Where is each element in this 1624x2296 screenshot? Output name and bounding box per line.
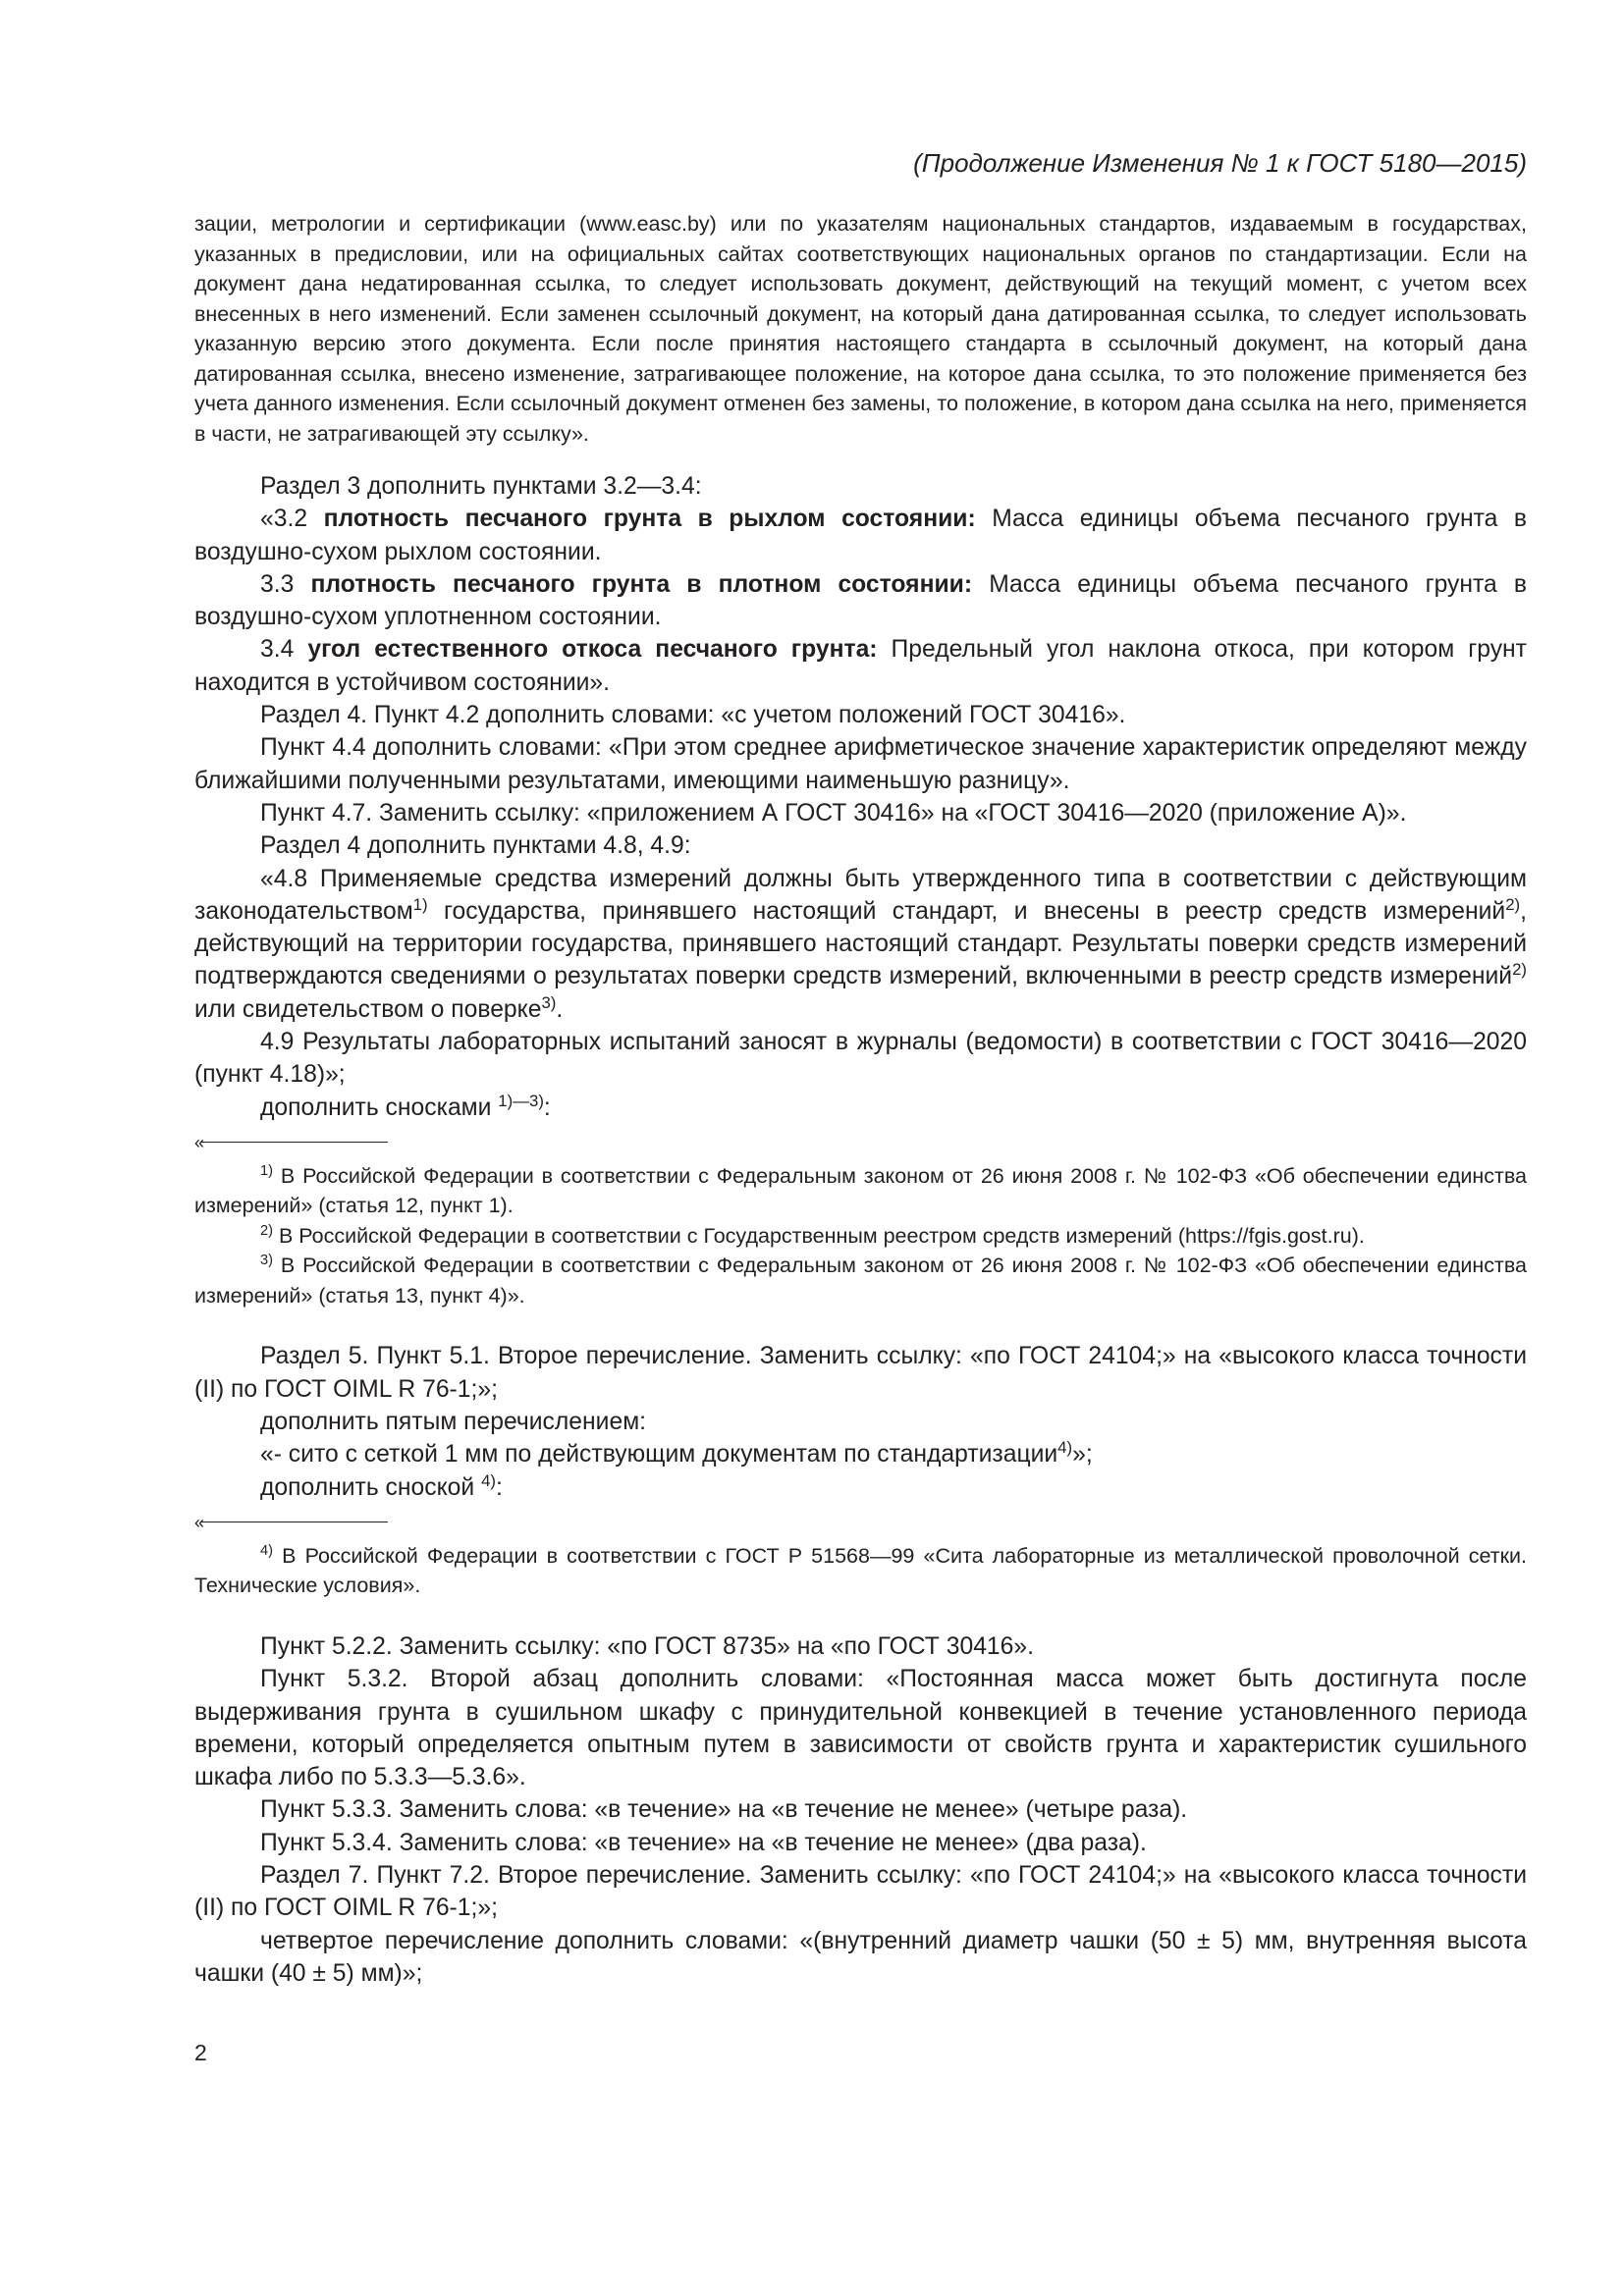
footnote-separator: «	[194, 1522, 1527, 1535]
amendment-block-2	[194, 1340, 1527, 1503]
footnote-2: $^{2)}$ В Российской Федерации в соответствии с Государственным реестром средств измерений (https://fgis.gost.ru).	[260, 1222, 1365, 1248]
term-3-4: 3.4 угол естественного откоса песчаного грунта: Предельный угол наклона откоса, при котором грунт находится в устойчивом состоянии».	[194, 636, 1527, 696]
term-3-2-title: плотность песчаного грунта в рыхлом состоянии:	[323, 506, 976, 533]
paragraph-5-3-2: Пункт 5.3.2. Второй абзац дополнить словами: «Постоянная масса может быть достигнута после выдерживания грунта в сушильном шкафу с принудительной конвекцией в течение установленного периода времени, который определяется опытным путем в зависимости от свойств грунта и характеристик сушильного шкафа либо по 5.3.3—5.3.6».	[194, 1666, 1527, 1791]
page-number: 2	[194, 2040, 207, 2065]
footnote-ref-3: 3)	[541, 992, 557, 1012]
footnote-1: $^{1)}$ В Российской Федерации в соответствии с Федеральным законом от 26 июня 2008 г. № 102-ФЗ «Об обеспечении единства измерений» (статья 12, пункт 1).	[194, 1162, 1527, 1218]
paragraph-fourth-item: четвертое перечисление дополнить словами: «(внутренний диаметр чашки (50 ± 5) мм, внутренняя высота чашки (40 ± 5) мм)»;	[194, 1927, 1527, 1987]
paragraph-section-5: Раздел 5. Пункт 5.1. Второе перечисление. Заменить ссылку: «по ГОСТ 24104;» на «высокого класса точности (II) по ГОСТ OIML R 76-1;»;	[194, 1343, 1527, 1403]
paragraph-4-4: Пункт 4.4 дополнить словами: «При этом среднее арифметическое значение характеристик определяют между ближайшими полученными результатами, имеющими наименьшую разницу».	[194, 734, 1527, 794]
paragraph-sieve: «- сито с сеткой 1 мм по действующим документам по стандартизации$^{4)}$»;	[260, 1438, 1093, 1468]
footnote-ref-2: 2)	[1512, 960, 1527, 980]
footnote-separator: «	[194, 1142, 1527, 1155]
term-3-3-title: плотность песчаного грунта в плотном состоянии:	[310, 570, 973, 598]
paragraph-add-footnote-4: дополнить сноской $^{4)}$:	[260, 1470, 503, 1501]
footnote-3: $^{3)}$ В Российской Федерации в соответствии с Федеральным законом от 26 июня 2008 г. № 102-ФЗ «Об обеспечении единства измерений» (статья 13, пункт 4)».	[194, 1253, 1527, 1308]
term-3-3: 3.3 плотность песчаного грунта в плотном состоянии: Масса единицы объема песчаного грунта в воздушно-сухом уплотненном состоянии.	[194, 570, 1528, 631]
term-3-2: «3.2 плотность песчаного грунта в рыхлом состоянии: Масса единицы объема песчаного грунта в воздушно-сухом рыхлом состоянии.	[194, 506, 1527, 565]
footnote-ref-2: 2)	[1505, 894, 1521, 914]
paragraph-4-9: 4.9 Результаты лабораторных испытаний заносят в журналы (ведомости) в соответствии с ГОСТ 30416—2020 (пункт 4.18)»;	[194, 1029, 1527, 1089]
page-content	[194, 209, 1527, 1990]
footnote-ref-1: 1)	[412, 894, 428, 914]
footnotes-block-1	[194, 1132, 1527, 1311]
paragraph-5-3-4: Пункт 5.3.4. Заменить слова: «в течение» на «в течение не менее» (два раза).	[260, 1829, 1147, 1856]
amendment-block-3	[194, 1630, 1527, 1990]
paragraph-add-footnotes: дополнить сносками $^{1)—3)}$:	[260, 1091, 551, 1121]
paragraph-5-2-2: Пункт 5.2.2. Заменить ссылку: «по ГОСТ 8735» на «по ГОСТ 30416».	[260, 1632, 1034, 1660]
footnotes-block-2	[194, 1512, 1527, 1601]
paragraph-section-4-2: Раздел 4. Пункт 4.2 дополнить словами: «с учетом положений ГОСТ 30416».	[260, 702, 1126, 729]
intro-paragraph: зации, метрологии и сертификации (www.easc.by) или по указателям национальных стандартов, издаваемым в государствах, указанных в предисловии, или на официальных сайтах соответствующих национальных органов по стандартизации. Если на документ дана недатированная ссылка, то следует использовать документ, действующий на текущий момент, с учетом всех внесенных в него изменений. Если заменен ссылочный документ, на который дана датированная ссылка, то следует использовать указанную версию этого документа. Если после принятия настоящего стандарта в ссылочный документ, на который дана датированная ссылка, внесено изменение, затрагивающее положение, на которое дана ссылка, то это положение применяется без учета данного изменения. Если ссылочный документ отменен без замены, то положение, в котором дана ссылка на него, применяется в части, не затрагивающей эту ссылку».	[194, 212, 1527, 446]
paragraph-section-3: Раздел 3 дополнить пунктами 3.2—3.4:	[260, 473, 702, 500]
paragraph-section-7: Раздел 7. Пункт 7.2. Второе перечисление. Заменить ссылку: «по ГОСТ 24104;» на «высокого класса точности (II) по ГОСТ OIML R 76-1;»;	[194, 1862, 1527, 1922]
paragraph-5-3-3: Пункт 5.3.3. Заменить слова: «в течение» на «в течение не менее» (четыре раза).	[260, 1796, 1188, 1824]
term-3-4-title: угол естественного откоса песчаного грунта:	[307, 636, 878, 664]
amendment-block-1	[194, 470, 1527, 1124]
footnote-ref-4: 4)	[1057, 1438, 1073, 1458]
footnote-4: $^{4)}$ В Российской Федерации в соответствии с ГОСТ Р 51568—99 «Сита лабораторные из металлической проволочной сетки. Технические условия».	[194, 1542, 1527, 1598]
paragraph-4-7: Пункт 4.7. Заменить ссылку: «приложением А ГОСТ 30416» на «ГОСТ 30416—2020 (приложение А)».	[260, 799, 1407, 827]
paragraph-section-4-add: Раздел 4 дополнить пунктами 4.8, 4.9:	[260, 832, 691, 860]
paragraph-fifth-item: дополнить пятым перечислением:	[260, 1409, 647, 1436]
running-header: (Продолжение Изменения № 1 к ГОСТ 5180—2015)	[913, 148, 1527, 178]
footnote-ref-range: 1)—3)	[498, 1091, 544, 1110]
paragraph-4-8: «4.8 Применяемые средства измерений должны быть утвержденного типа в соответствии с действующим законодательством$^{1)}$ государства, принявшего настоящий стандарт, и внесены в реестр средств измерений$^{2)}$, действующий на территории государства, принявшего настоящий стандарт. Результаты поверки средств измерений подтверждаются сведениями о результатах поверки средств измерений, включенными в реестр средств измерений$^{2)}$ или свидетельством о поверке$^{3)}$.	[194, 865, 1527, 1023]
